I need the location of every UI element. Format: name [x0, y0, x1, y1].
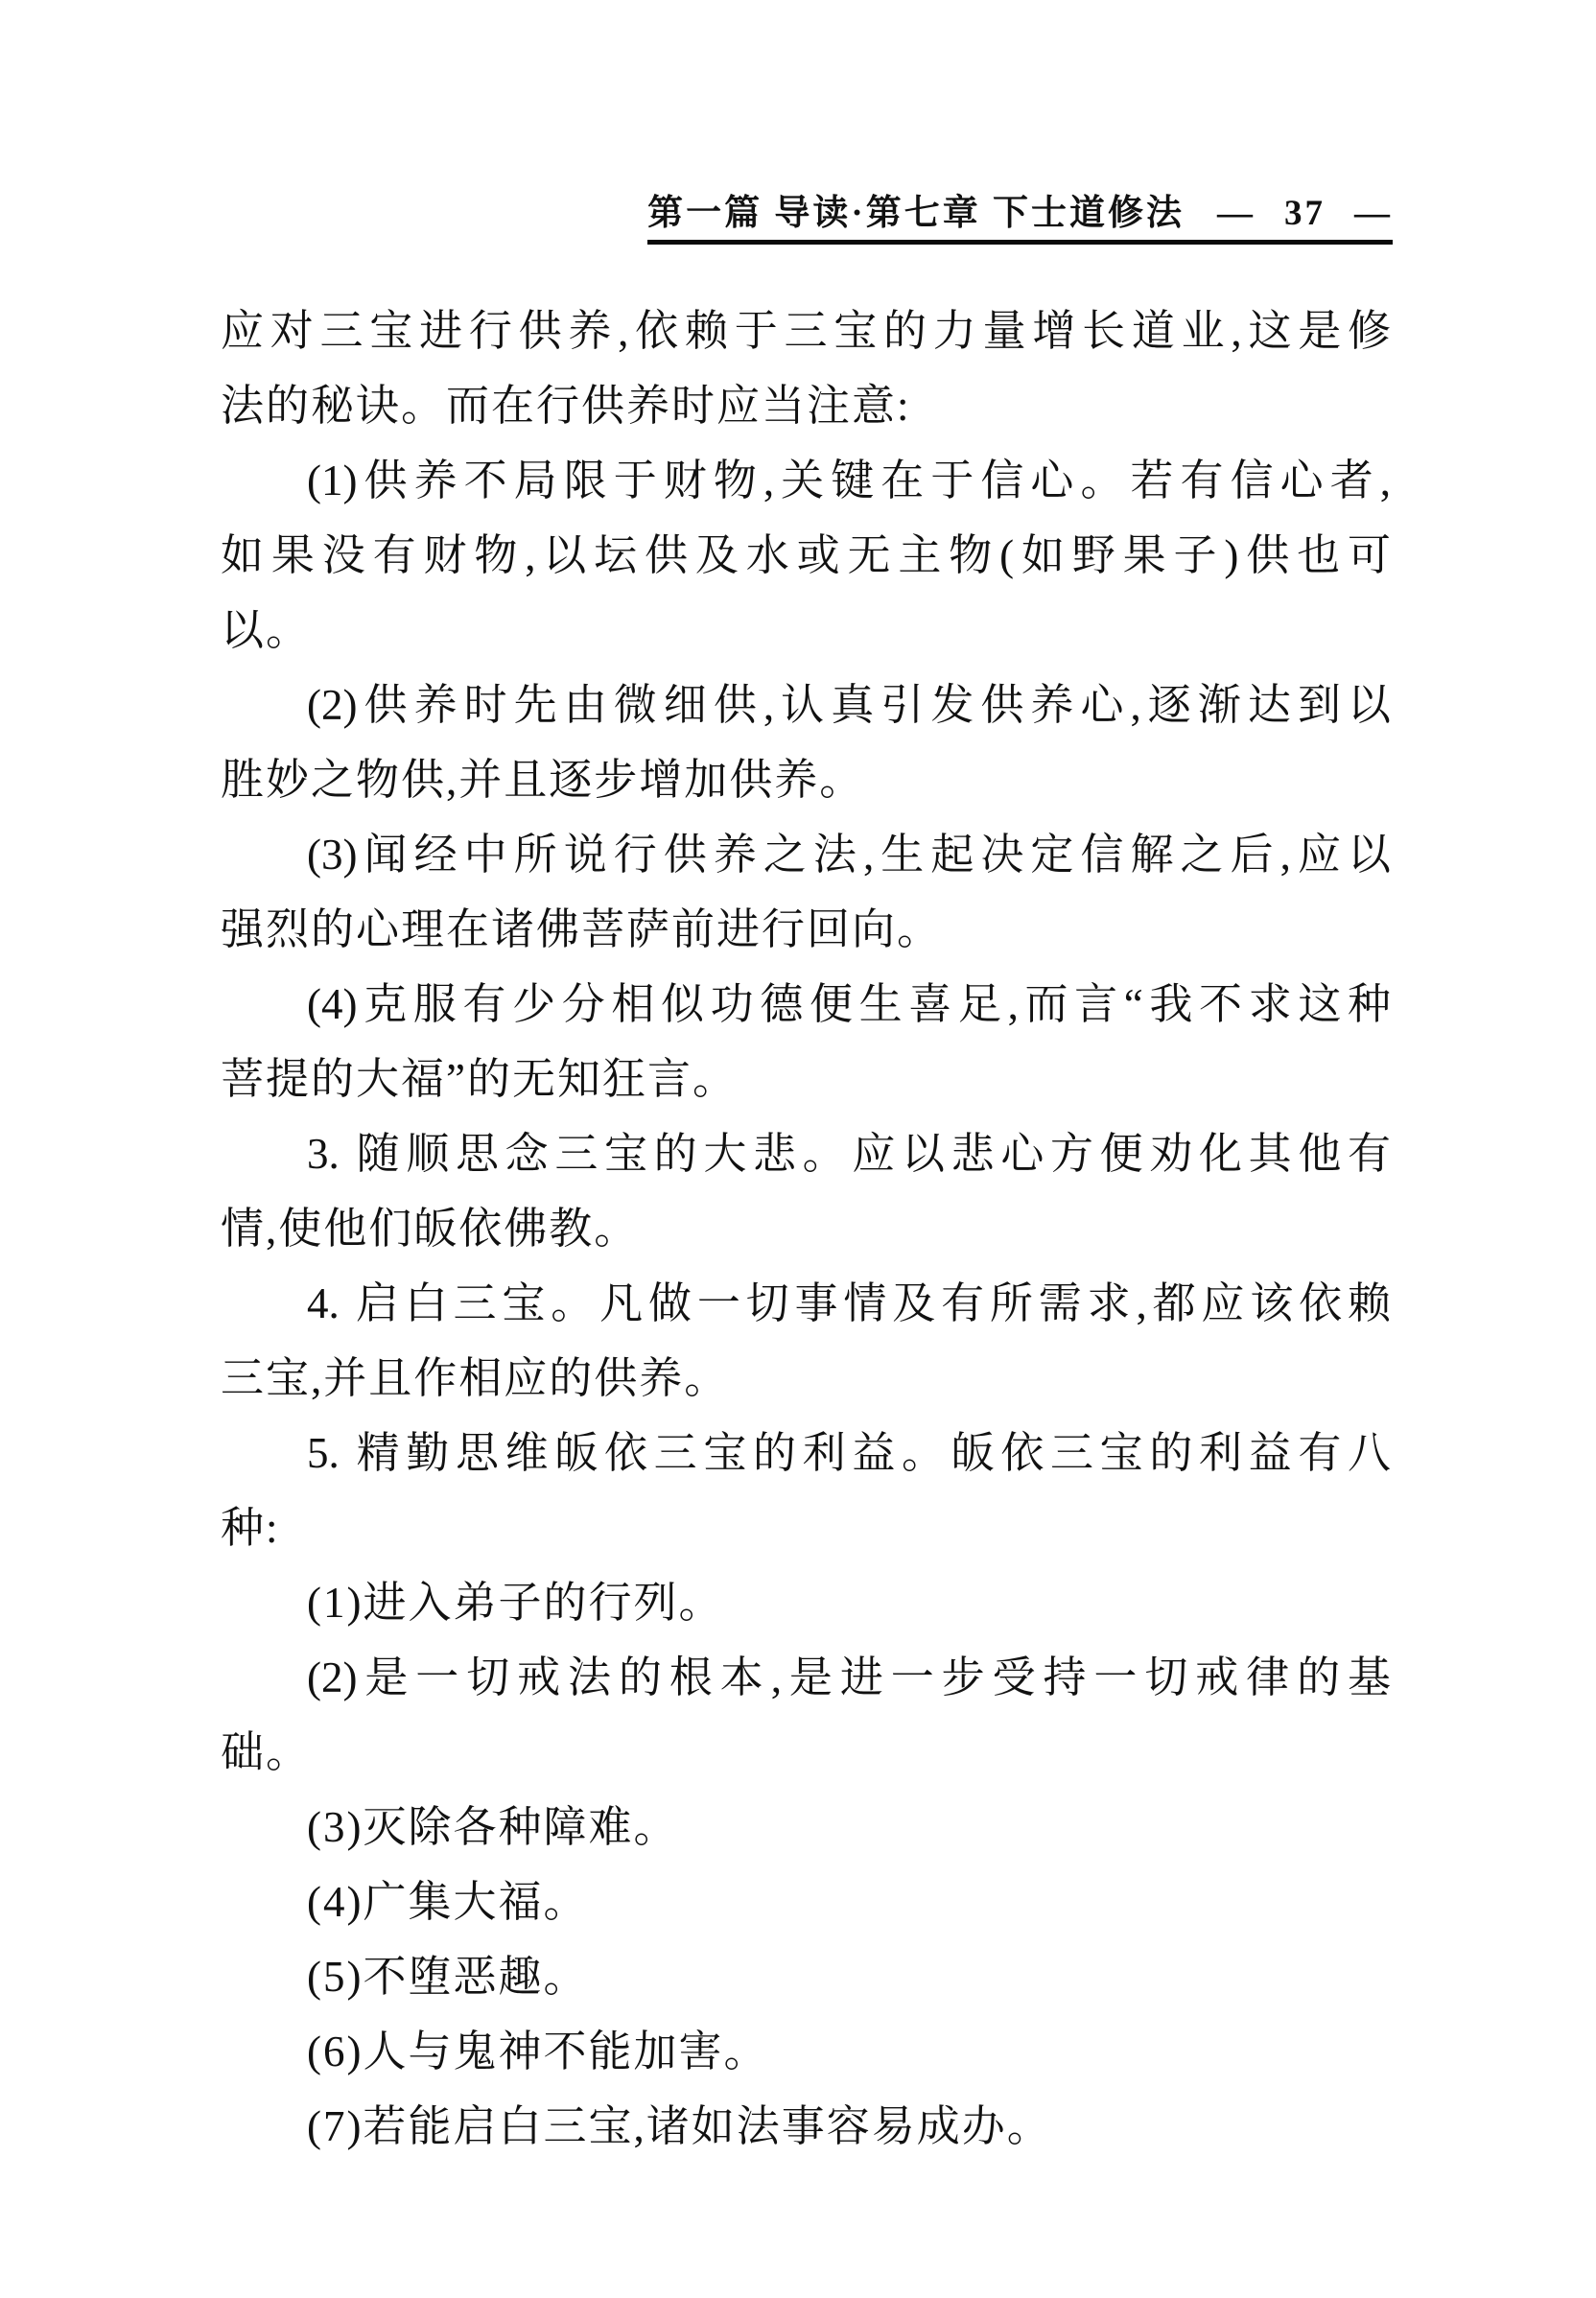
text-line: 5. 精勤思维皈依三宝的利益。皈依三宝的利益有八: [307, 1429, 1391, 1477]
text-line: (3)闻经中所说行供养之法,生起决定信解之后,应以: [307, 831, 1391, 879]
page-body-text: [221, 293, 1391, 2164]
text-line: (7)若能启白三宝,诸如法事容易成办。: [307, 2102, 1052, 2150]
text-line: (4)广集大福。: [307, 1878, 589, 1926]
text-line: (1)进入弟子的行列。: [307, 1579, 724, 1627]
text-line: 情,使他们皈依佛教。: [221, 1205, 640, 1253]
text-line: 强烈的心理在诸佛菩萨前进行回向。: [221, 905, 943, 953]
header-title: 第一篇 导读·第七章 下士道修法: [647, 194, 1185, 233]
text-line: (2)供养时先由微细供,认真引发供养心,逐渐达到以: [307, 681, 1391, 729]
text-line: 以。: [221, 606, 312, 654]
text-line: 法的秘诀。而在行供养时应当注意:: [221, 382, 911, 430]
text-line: 3. 随顺思念三宝的大悲。应以悲心方便劝化其他有: [307, 1130, 1391, 1178]
text-line: (2)是一切戒法的根本,是进一步受持一切戒律的基: [307, 1653, 1391, 1701]
chapter-header: [647, 195, 1393, 245]
text-line: 应对三宝进行供养,依赖于三宝的力量增长道业,这是修: [221, 307, 1391, 355]
text-line: 础。: [221, 1728, 312, 1776]
header-dash-right: —: [1354, 194, 1393, 233]
header-dash-left: —: [1217, 194, 1256, 233]
text-line: 菩提的大福”的无知狂言。: [221, 1055, 738, 1103]
text-line: 胜妙之物供,并且逐步增加供养。: [221, 756, 865, 804]
text-line: 三宝,并且作相应的供养。: [221, 1354, 730, 1402]
text-line: (3)灭除各种障难。: [307, 1803, 679, 1851]
text-line: (6)人与鬼神不能加害。: [307, 2028, 769, 2075]
page-number: 37: [1284, 194, 1326, 233]
text-line: (1)供养不局限于财物,关键在于信心。若有信心者,: [307, 457, 1391, 504]
text-line: 种:: [221, 1504, 280, 1552]
text-line: 4. 启白三宝。凡做一切事情及有所需求,都应该依赖: [307, 1279, 1391, 1327]
text-line: (5)不堕恶趣。: [307, 1953, 589, 2001]
text-line: (4)克服有少分相似功德便生喜足,而言“我不求这种: [307, 980, 1391, 1028]
page-number-group: [1217, 195, 1393, 233]
text-line: 如果没有财物,以坛供及水或无主物(如野果子)供也可: [221, 531, 1391, 579]
